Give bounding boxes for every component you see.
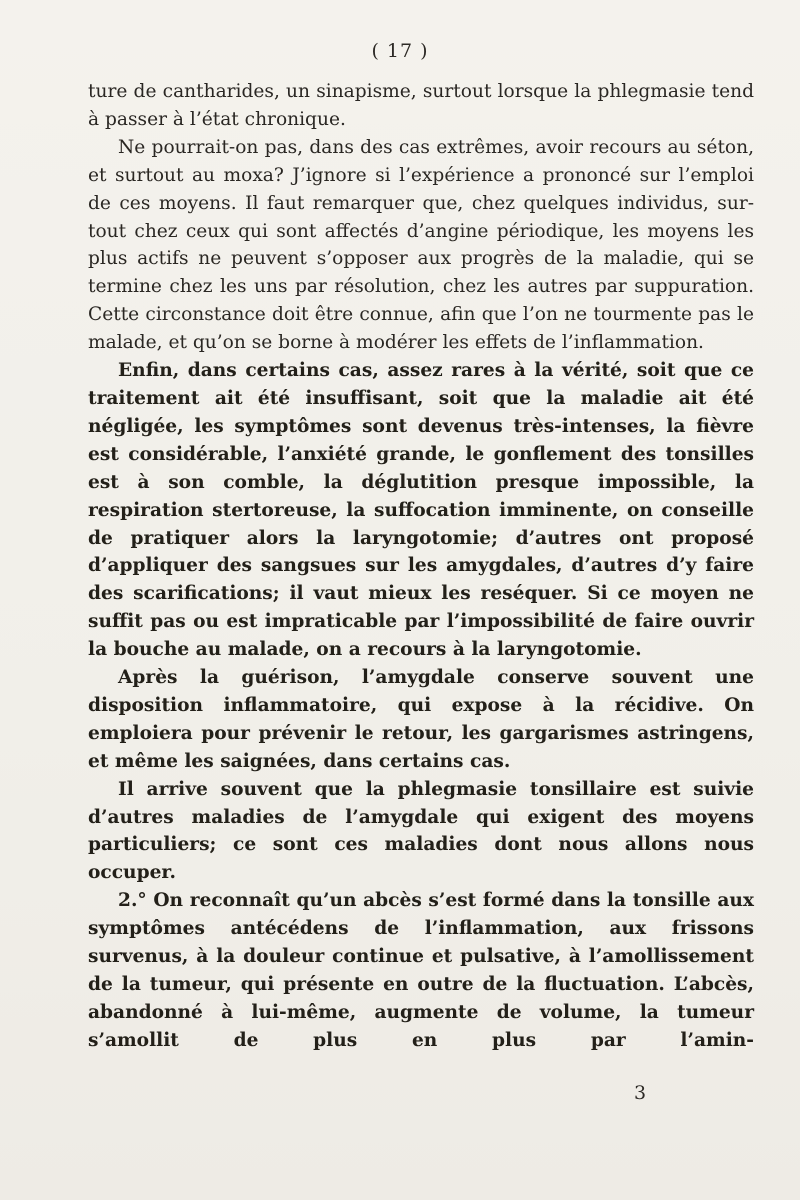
page-number: ( 17 ) bbox=[371, 40, 429, 62]
paragraph-laryngotomy: Enfin, dans certains cas, assez rares à la vérité, soit que ce traitement ait été insuffisant, soit que la maladie ait été négligée, les symptômes sont devenus très-intenses, la fièvre est considérable, l’anxiété grande, le gonflement des tonsilles est à son comble, la déglutition presque impossible, la respiration stertoreuse, la suffocation imminente, on conseille de pratiquer alors la laryngotomie; d’autres ont proposé d’appliquer des sangsues sur les amygdales, d’autres d’y faire des scarifications; il vaut mieux les reséquer. Si ce moyen ne suffit pas ou est impraticable par l’impossibilité de faire ouvrir la bouche au malade, on a recours à la laryngotomie. bbox=[88, 360, 754, 661]
paragraph-other-diseases: Il arrive souvent que la phlegmasie tonsillaire est suivie d’autres maladies de l’amygdale qui exigent des moyens particuliers; ce sont ces maladies dont nous allons nous occuper. bbox=[88, 778, 754, 884]
paragraph-abscess: 2.° On reconnaît qu’un abcès s’est formé dans la tonsille aux symptômes antécédens de l’inflammation, aux frissons survenus, à la douleur continue et pulsative, à l’amollissement de la tumeur, qui présente en outre de la fluctuation. L’abcès, abandonné à lui-même, augmente de volume, la tumeur s’amollit de plus en plus par l’amin- bbox=[88, 890, 754, 1051]
body-text bbox=[88, 78, 754, 1055]
paragraph-seton-moxa: Ne pourrait-on pas, dans des cas extrêmes, avoir recours au séton, et surtout au moxa? J’ignore si l’expérience a prononcé sur l’emploi de ces moyens. Il faut remarquer que, chez quelques individus, sur-tout chez ceux qui sont affectés d’angine périodique, les moyens les plus actifs ne peuvent s’opposer aux progrès de la maladie, qui se termine chez les uns par résolution, chez les autres par suppuration. Cette circonstance doit être connue, afin que l’on ne tourmente pas le malade, et qu’on se borne à modérer les effets de l’inflammation. bbox=[88, 136, 754, 354]
signature-mark: 3 bbox=[633, 1082, 647, 1104]
paragraph-continuation: ture de cantharides, un sinapisme, surtout lorsque la phlegmasie tend à passer à l’état chronique. bbox=[88, 81, 754, 130]
paragraph-recurrence: Après la guérison, l’amygdale conserve souvent une disposition inflammatoire, qui expose à la récidive. On emploiera pour prévenir le retour, les gargarismes astringens, et même les saignées, dans certains cas. bbox=[88, 667, 754, 772]
